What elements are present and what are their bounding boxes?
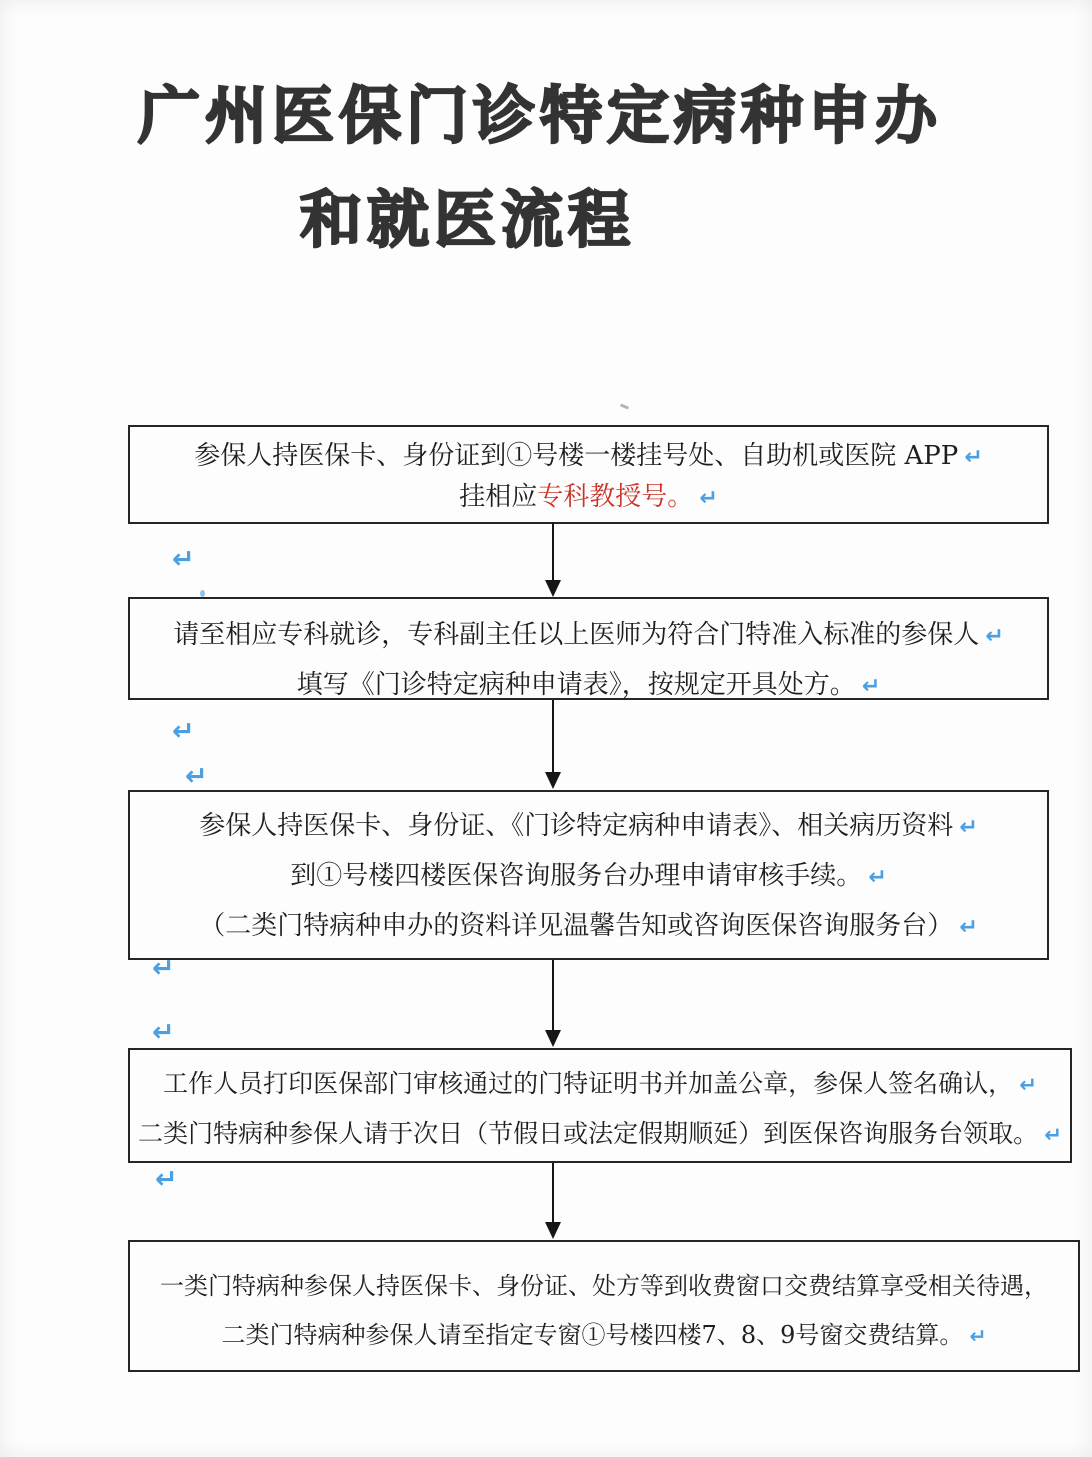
paragraph-mark-icon: ↵ <box>868 864 887 890</box>
flow-text-line <box>130 802 1047 852</box>
flow-text-line <box>130 1262 1078 1311</box>
flow-arrow-down-4 <box>552 1163 554 1223</box>
text-segment: 请至相应专科就诊，专科副主任以上医师为符合门特准入标准的参保人 <box>173 620 980 650</box>
text-segment: 一类门特病种参保人持医保卡、身份证、处方等到收费窗口交费结算享受相关待遇， <box>160 1272 1048 1300</box>
paragraph-mark-icon: ↵ <box>172 544 195 575</box>
flow-text-line <box>130 611 1047 661</box>
paragraph-mark-icon: ↵ <box>155 1164 178 1195</box>
text-segment: 填写《门诊特定病种申请表》，按规定开具处方。 <box>296 670 856 700</box>
text-segment: 参保人持医保卡、身份证到①号楼一楼挂号处、自助机或医院 APP <box>194 441 959 471</box>
flow-text-line <box>130 1060 1070 1110</box>
flow-text-line <box>130 1110 1070 1160</box>
text-segment: 二类门特病种参保人请至指定专窗①号楼四楼7、8、9号窗交费结算。 <box>221 1321 964 1349</box>
paragraph-mark-icon: ↵ <box>969 1324 987 1348</box>
paragraph-mark-icon: ↵ <box>861 673 881 699</box>
flow-arrow-down-2 <box>552 700 554 773</box>
text-segment: 参保人持医保卡、身份证、《门诊特定病种申请表》、相关病历资料 <box>199 811 954 841</box>
page-title-line2: 和就医流程 <box>300 183 636 256</box>
paragraph-mark-icon: ↵ <box>959 814 978 840</box>
paragraph-mark-icon: ↵ <box>964 444 983 470</box>
text-segment: （二类门特病种申办的资料详见温馨告知或咨询医保咨询服务台） <box>199 911 954 941</box>
flow-text-line <box>130 477 1047 518</box>
paragraph-mark-icon: ↵ <box>1019 1073 1037 1098</box>
paragraph-mark-icon: ↵ <box>959 914 978 940</box>
flow-text-line <box>130 1311 1078 1361</box>
flow-text-line <box>130 436 1047 477</box>
flow-text-line <box>130 852 1047 902</box>
paragraph-mark-icon: ↵ <box>172 716 195 747</box>
page-title-line1: 广州医保门诊特定病种申办 <box>138 79 943 152</box>
highlighted-text-segment: 专科教授号。 <box>537 482 694 512</box>
ink-speck <box>200 590 205 597</box>
flow-step-application-review <box>128 790 1049 960</box>
text-segment: 到①号楼四楼医保咨询服务台办理申请审核手续。 <box>290 861 863 891</box>
paragraph-mark-icon: ↵ <box>185 761 208 792</box>
flow-arrow-down-1 <box>552 523 554 581</box>
flow-text-line <box>130 661 1047 711</box>
flow-step-payment-settlement <box>128 1240 1080 1372</box>
flow-arrow-down-3 <box>552 960 554 1031</box>
flow-step-certificate-issue <box>128 1048 1072 1163</box>
paragraph-mark-icon: ↵ <box>985 623 1004 649</box>
flow-text-line <box>130 902 1047 952</box>
paragraph-mark-icon: ↵ <box>152 1017 175 1048</box>
flow-step-registration <box>128 425 1049 524</box>
paragraph-mark-icon: ↵ <box>152 953 175 984</box>
text-segment: 工作人员打印医保部门审核通过的门特证明书并加盖公章，参保人签名确认， <box>163 1069 1014 1098</box>
paragraph-mark-icon: ↵ <box>1044 1123 1062 1148</box>
text-segment: 二类门特病种参保人请于次日（节假日或法定假期顺延）到医保咨询服务台领取。 <box>138 1119 1039 1148</box>
text-segment: 挂相应 <box>459 482 538 512</box>
flow-step-specialist-visit <box>128 597 1049 700</box>
paragraph-mark-icon: ↵ <box>699 485 718 511</box>
smudge-mark <box>620 403 629 409</box>
